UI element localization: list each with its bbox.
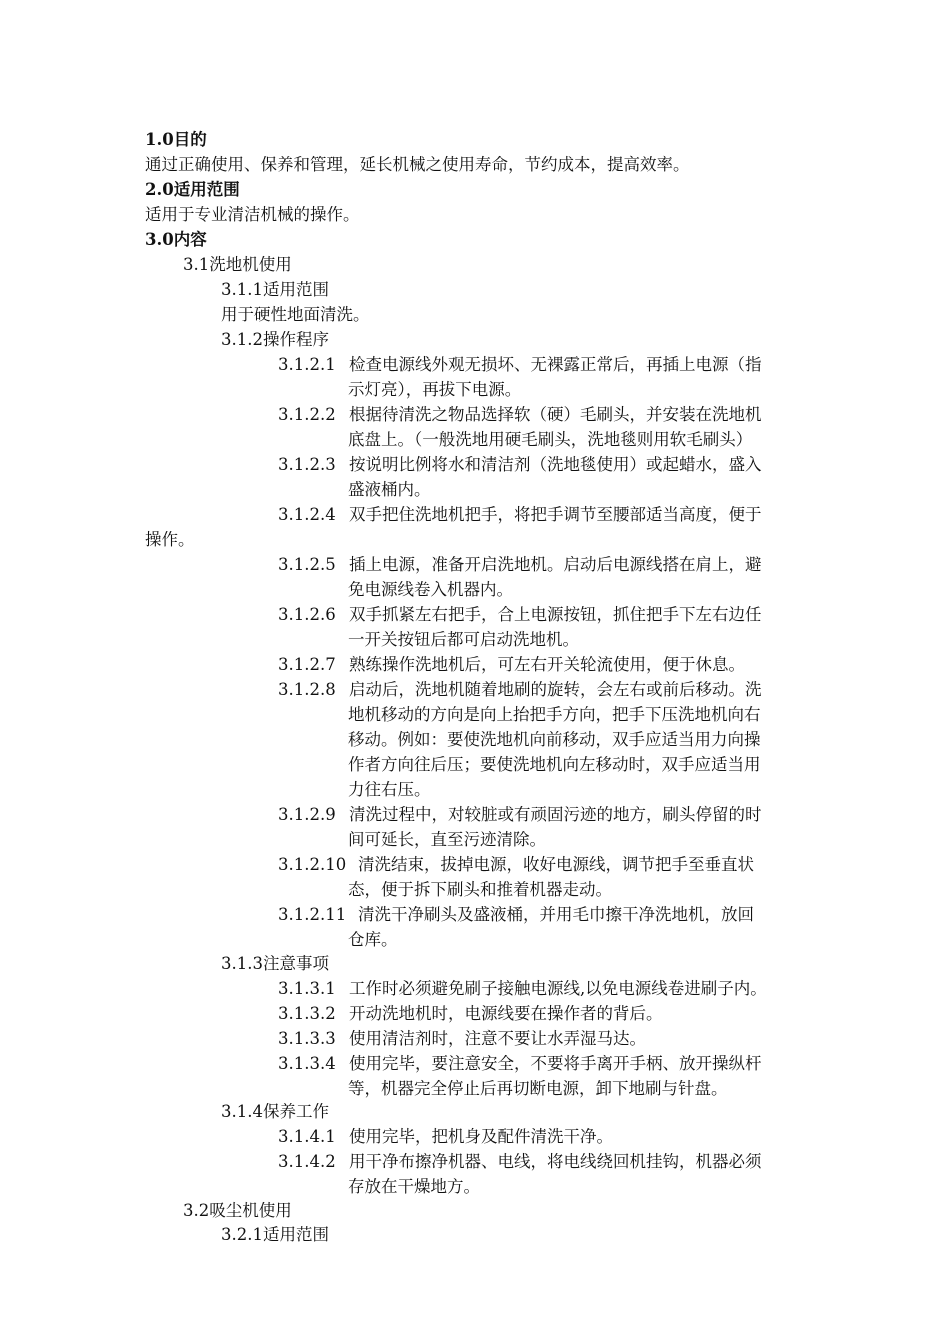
heading-purpose: 1.0目的 xyxy=(145,130,207,149)
item-number: 3.1.4.1 xyxy=(278,1127,336,1146)
item-text-line: 熟练操作洗地机后，可左右开关轮流使用，便于休息。 xyxy=(349,655,745,674)
section-3-1-3-title: 3.1.3注意事项 xyxy=(221,954,329,973)
section-3-1-title: 3.1洗地机使用 xyxy=(183,255,292,274)
item-number: 3.1.2.2 xyxy=(278,405,336,424)
item-number: 3.1.2.5 xyxy=(278,555,336,574)
item-text-line: 免电源线卷入机器内。 xyxy=(348,580,513,599)
item-number: 3.1.2.11 xyxy=(278,905,347,924)
heading-content: 3.0内容 xyxy=(145,230,207,249)
section-3-1-1-text: 用于硬性地面清洗。 xyxy=(221,305,370,324)
item-number: 3.1.4.2 xyxy=(278,1152,336,1171)
item-text-line: 双手抓紧左右把手，合上电源按钮，抓住把手下左右边任 xyxy=(349,605,762,624)
item-text-line: 检查电源线外观无损坏、无裸露正常后，再插上电源（指 xyxy=(349,355,762,374)
item-text-line: 使用清洁剂时，注意不要让水弄湿马达。 xyxy=(349,1029,646,1048)
item-text-line: 操作。 xyxy=(145,530,195,549)
item-text-line: 按说明比例将水和清洁剂（洗地毯使用）或起蜡水，盛入 xyxy=(349,455,762,474)
item-number: 3.1.2.9 xyxy=(278,805,336,824)
item-number: 3.1.3.1 xyxy=(278,979,336,998)
item-number: 3.1.2.8 xyxy=(278,680,336,699)
item-text-line: 底盘上。（一般洗地用硬毛刷头，洗地毯则用软毛刷头） xyxy=(348,430,753,449)
item-text-line: 移动。例如：要使洗地机向前移动，双手应适当用力向操 xyxy=(348,730,761,749)
item-text-line: 工作时必须避免刷子接触电源线,以免电源线卷进刷子内。 xyxy=(349,979,767,998)
item-text-line: 地机移动的方向是向上抬把手方向，把手下压洗地机向右 xyxy=(348,705,761,724)
item-text-line: 用干净布擦净机器、电线，将电线绕回机挂钩，机器必须 xyxy=(349,1152,762,1171)
purpose-text: 通过正确使用、保养和管理，延长机械之使用寿命，节约成本，提高效率。 xyxy=(145,155,690,174)
item-text-line: 启动后，洗地机随着地刷的旋转，会左右或前后移动。洗 xyxy=(349,680,762,699)
section-3-1-2-title: 3.1.2操作程序 xyxy=(221,330,329,349)
item-text-line: 态，便于拆下刷头和推着机器走动。 xyxy=(348,880,612,899)
item-number: 3.1.2.7 xyxy=(278,655,336,674)
item-text-line: 使用完毕，把机身及配件清洗干净。 xyxy=(349,1127,613,1146)
item-number: 3.1.2.10 xyxy=(278,855,347,874)
section-3-2-1-title: 3.2.1适用范围 xyxy=(221,1225,329,1244)
section-3-1-4-title: 3.1.4保养工作 xyxy=(221,1102,329,1121)
scope-text: 适用于专业清洁机械的操作。 xyxy=(145,205,360,224)
item-number: 3.1.2.3 xyxy=(278,455,336,474)
heading-scope: 2.0适用范围 xyxy=(145,180,240,199)
item-text-line: 存放在干燥地方。 xyxy=(348,1177,480,1196)
item-text-line: 示灯亮），再拔下电源。 xyxy=(348,380,522,399)
item-number: 3.1.3.2 xyxy=(278,1004,336,1023)
item-text-line: 盛液桶内。 xyxy=(348,480,431,499)
item-text-line: 双手把住洗地机把手，将把手调节至腰部适当高度，便于 xyxy=(349,505,762,524)
item-text-line: 一开关按钮后都可启动洗地机。 xyxy=(348,630,579,649)
item-number: 3.1.3.4 xyxy=(278,1054,336,1073)
item-text-line: 清洗过程中，对较脏或有顽固污迹的地方，刷头停留的时 xyxy=(349,805,762,824)
item-number: 3.1.3.3 xyxy=(278,1029,336,1048)
item-text-line: 力往右压。 xyxy=(348,780,431,799)
item-text-line: 等，机器完全停止后再切断电源，卸下地刷与针盘。 xyxy=(348,1079,728,1098)
item-text-line: 清洗结束，拔掉电源，收好电源线，调节把手至垂直状 xyxy=(358,855,754,874)
item-text-line: 插上电源，准备开启洗地机。启动后电源线搭在肩上，避 xyxy=(349,555,762,574)
item-text-line: 作者方向往后压；要使洗地机向左移动时，双手应适当用 xyxy=(348,755,761,774)
item-number: 3.1.2.4 xyxy=(278,505,336,524)
item-number: 3.1.2.1 xyxy=(278,355,336,374)
section-3-1-1-title: 3.1.1适用范围 xyxy=(221,280,329,299)
item-text-line: 开动洗地机时，电源线要在操作者的背后。 xyxy=(349,1004,663,1023)
item-text-line: 使用完毕，要注意安全，不要将手离开手柄、放开操纵杆 xyxy=(349,1054,762,1073)
item-text-line: 间可延长，直至污迹清除。 xyxy=(348,830,546,849)
section-3-2-title: 3.2吸尘机使用 xyxy=(183,1201,292,1220)
item-text-line: 仓库。 xyxy=(348,930,398,949)
item-text-line: 清洗干净刷头及盛液桶，并用毛巾擦干净洗地机，放回 xyxy=(358,905,754,924)
item-text-line: 根据待清洗之物品选择软（硬）毛刷头，并安装在洗地机 xyxy=(349,405,762,424)
item-number: 3.1.2.6 xyxy=(278,605,336,624)
